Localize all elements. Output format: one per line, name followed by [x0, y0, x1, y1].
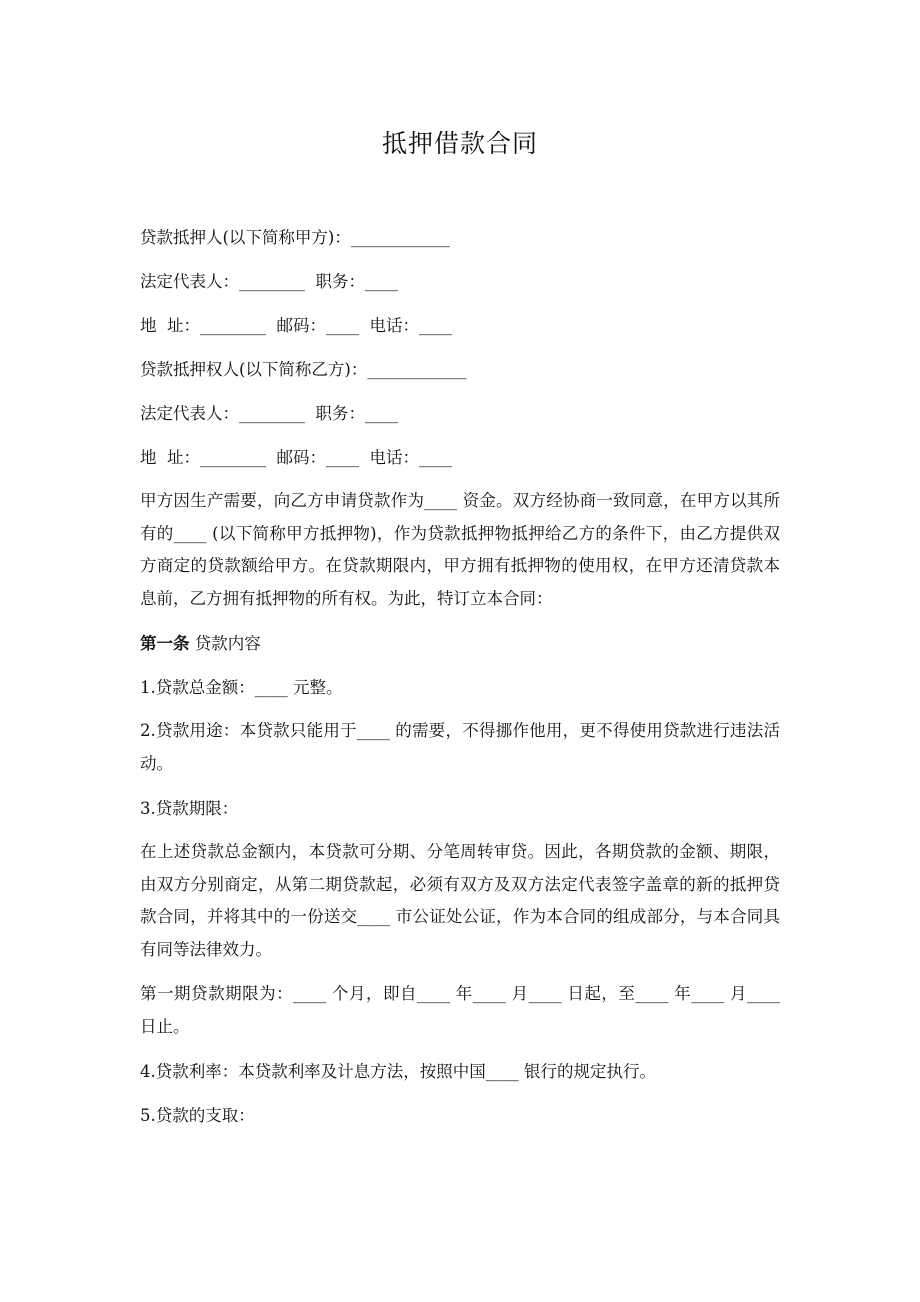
document-body [140, 221, 780, 1143]
party-b-representative-line: 法定代表人：________ 职务：____ [140, 404, 398, 423]
party-a-address-line: 地 址：________ 邮码：____ 电话：____ [140, 316, 452, 335]
article-1-number: 第一条 [140, 634, 190, 653]
item-3-first-period: 第一期贷款期限为：____ 个月，即自____ 年____ 月____ 日起，至____ 年____ 月____ 日止。 [140, 984, 780, 1036]
document-title: 抵押借款合同 [381, 129, 538, 158]
party-b-heading: 贷款抵押权人(以下简称乙方)：____________ [140, 360, 467, 379]
article-1-heading [140, 627, 780, 671]
item-2-loan-purpose: 2.贷款用途：本贷款只能用于____ 的需要，不得挪作他用，更不得使用贷款进行违法活动。 [140, 721, 780, 773]
item-1-total-amount: 1.贷款总金额：____ 元整。 [140, 678, 343, 697]
party-a-representative-line: 法定代表人：________ 职务：____ [140, 272, 398, 291]
item-4-interest-rate: 4.贷款利率：本贷款利率及计息方法，按照中国____ 银行的规定执行。 [140, 1062, 656, 1081]
item-5-withdrawal: 5.贷款的支取： [140, 1106, 255, 1125]
party-b-address-line: 地 址：________ 邮码：____ 电话：____ [140, 448, 452, 467]
item-3-detail-paragraph: 在上述贷款总金额内，本贷款可分期、分笔周转审贷。因此，各期贷款的金额、期限，由双方分别商定，从第二期贷款起，必须有双方及双方法定代表签字盖章的新的抵押贷款合同，并将其中的一份送交____ 市公证处公证，作为本合同的组成部分，与本合同具有同等法律效力。 [140, 842, 780, 959]
party-a-heading: 贷款抵押人(以下简称甲方)：____________ [140, 228, 450, 247]
item-3-loan-term: 3.贷款期限： [140, 799, 239, 818]
preamble-paragraph: 甲方因生产需要，向乙方申请贷款作为____ 资金。双方经协商一致同意，在甲方以其所有的____ (以下简称甲方抵押物)，作为贷款抵押物抵押给乙方的条件下，由乙方提供双方商定的贷款额给甲方。在贷款期限内，甲方拥有抵押物的使用权，在甲方还清贷款本息前，乙方拥有抵押物的所有权。为此，特订立本合同： [140, 491, 780, 608]
article-1-title: 贷款内容 [189, 634, 261, 653]
